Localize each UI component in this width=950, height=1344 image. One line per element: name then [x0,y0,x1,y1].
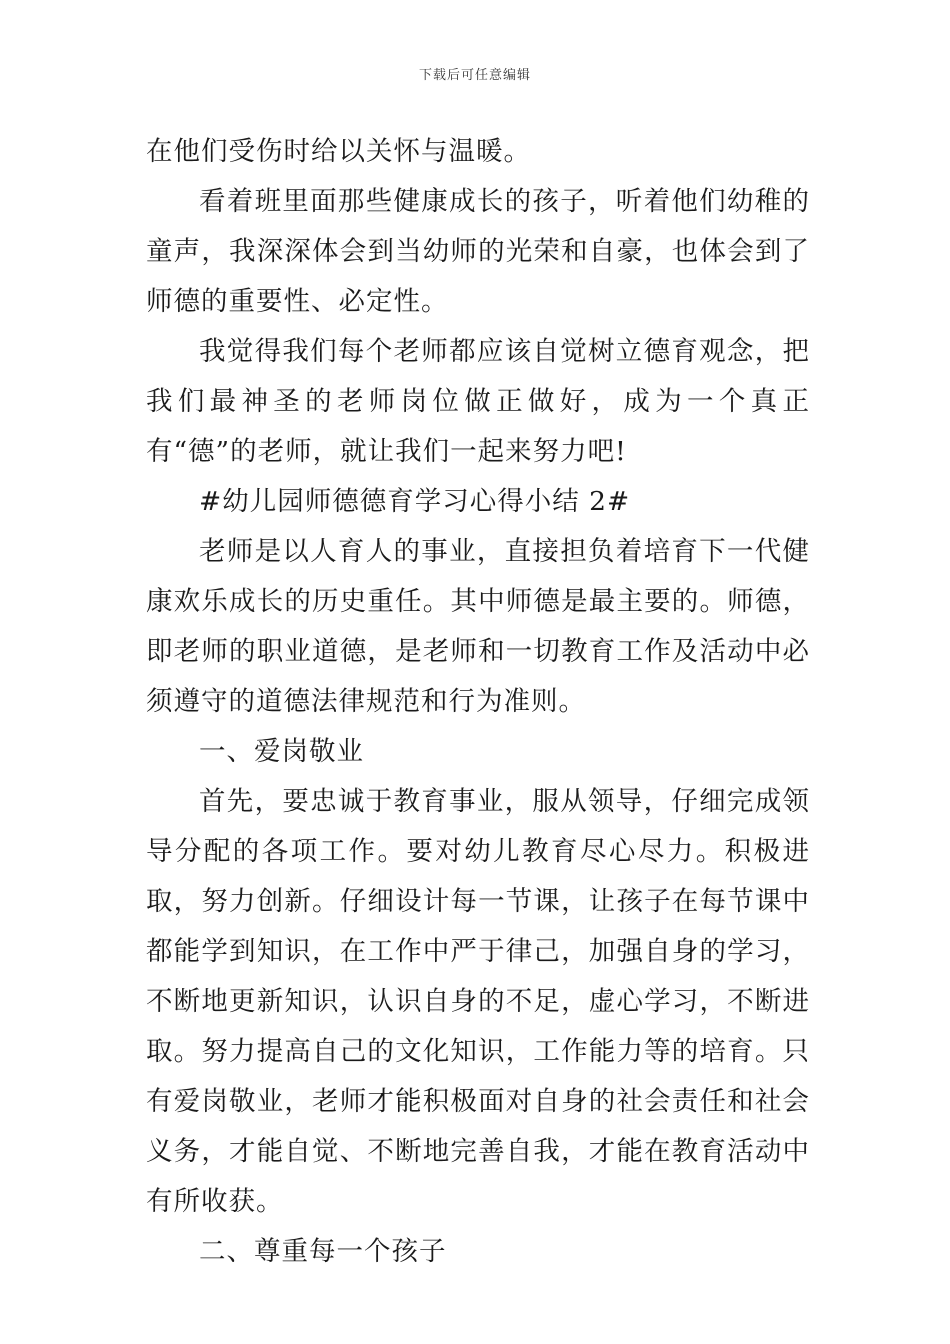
page-header-note: 下载后可任意编辑 [418,68,531,83]
paragraph-continuation: 在他们受伤时给以关怀与温暖。 [146,136,531,167]
paragraph-moral-concept: 我觉得我们每个老师都应该自觉树立德育观念，把我们最神圣的老师岗位做正做好，成为一个真正有“德”的老师，就让我们一起来努力吧! [146,336,810,467]
subheading-respect-children: 二、尊重每一个孩子 [199,1236,447,1267]
paragraph-growing-children: 看着班里面那些健康成长的孩子，听着他们幼稚的童声，我深深体会到当幼师的光荣和自豪，也体会到了师德的重要性、必定性。 [146,186,810,317]
paragraph-dedication: 首先，要忠诚于教育事业，服从领导，仔细完成领导分配的各项工作。要对幼儿教育尽心尽力。积极进取，努力创新。仔细设计每一节课，让孩子在每节课中都能学到知识，在工作中严于律己，加强自身的学习，不断地更新知识，认识自身的不足，虚心学习，不断进取。努力提高自己的文化知识，工作能力等的培育。只有爱岗敬业，老师才能积极面对自身的社会责任和社会义务，才能自觉、不断地完善自我，才能在教育活动中有所收获。 [146,786,810,1217]
document-body [146,127,810,1277]
paragraph-teacher-ethics: 老师是以人育人的事业，直接担负着培育下一代健康欢乐成长的历史重任。其中师德是最主要的。师德，即老师的职业道德，是老师和一切教育工作及活动中必须遵守的道德法律规范和行为准则。 [146,536,810,717]
subheading-love-job: 一、爱岗敬业 [199,736,364,767]
section-heading-summary-2: #幼儿园师德德育学习心得小结 2# [199,486,631,517]
